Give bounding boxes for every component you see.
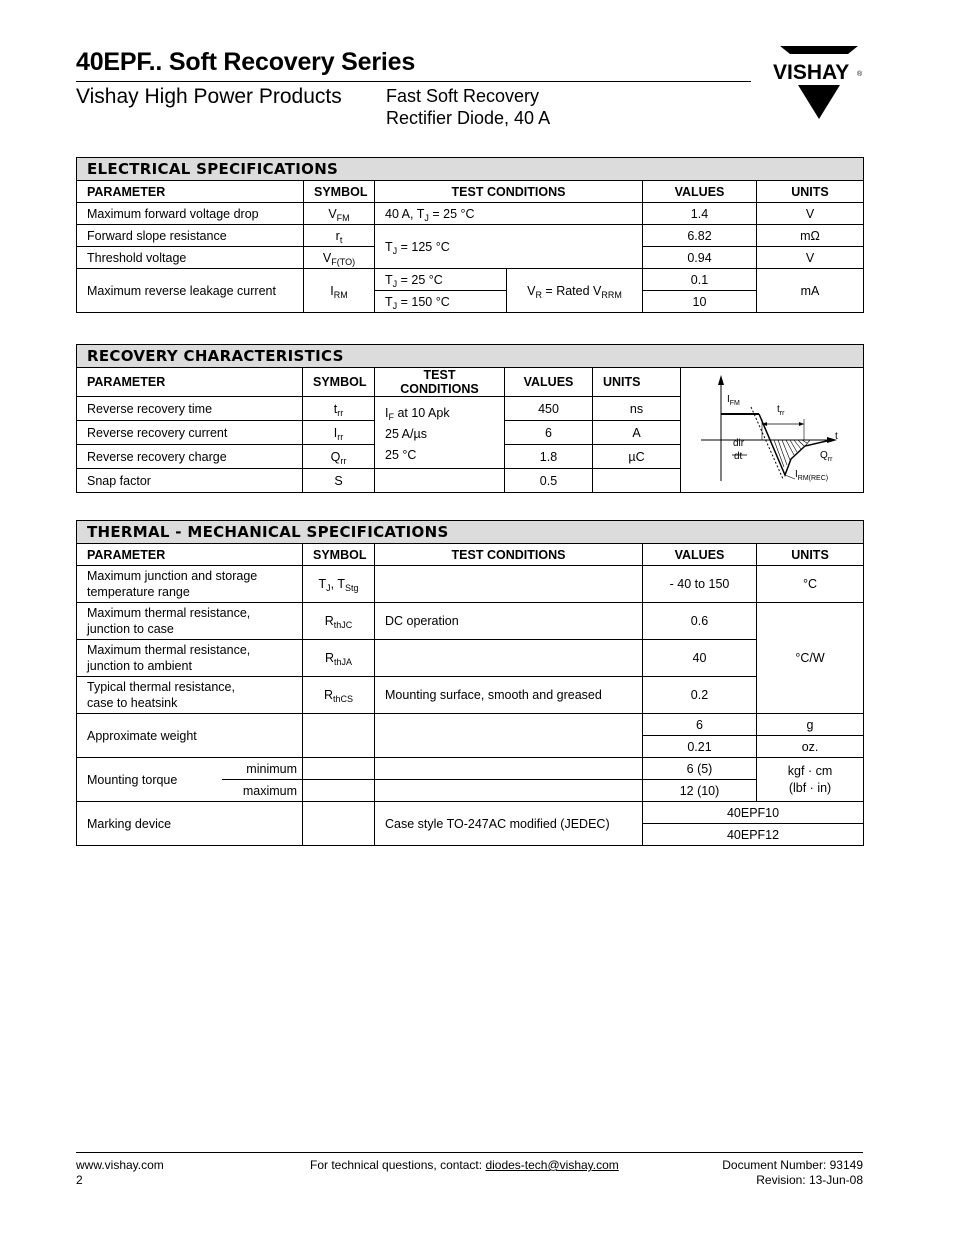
parameter-cell: Marking device [77, 802, 303, 846]
symbol-cell: $R_{thJA}$ [303, 640, 375, 677]
table-row [77, 758, 864, 780]
page-number: 2 [76, 1173, 83, 1187]
svg-text:®: ® [857, 71, 863, 78]
parameter-cell: Reverse recovery time [77, 397, 303, 421]
header-units: UNITS [593, 368, 681, 397]
recovery-waveform-diagram [681, 368, 864, 493]
symbol-cell [303, 758, 375, 780]
symbol-cell: $V_{F(TO)}$ [304, 247, 375, 269]
header-parameter: PARAMETER [77, 368, 303, 397]
value-cell: 6 (5) [643, 758, 757, 780]
header-units: UNITS [757, 181, 864, 203]
electrical-specifications-table [76, 157, 864, 313]
symbol-cell [303, 780, 375, 802]
contact-prefix: For technical questions, contact: [310, 1158, 486, 1172]
recovery-characteristics-table [76, 344, 864, 493]
parameter-cell: Threshold voltage [77, 247, 304, 269]
test-condition-cell: DC operation [375, 603, 643, 640]
unit-cell: A [593, 421, 681, 445]
contact-email-link[interactable]: diodes-tech@vishay.com [485, 1158, 619, 1172]
footer-left [76, 1158, 164, 1188]
test-condition-cell [375, 714, 643, 758]
unit-cell: mA [757, 269, 864, 313]
page-title: 40EPF.. Soft Recovery Series [76, 48, 416, 76]
footer-rule [76, 1152, 863, 1153]
test-condition-cell: Mounting surface, smooth and greased [375, 677, 643, 714]
header-symbol: SYMBOL [304, 181, 375, 203]
symbol-cell: $r_t$ [304, 225, 375, 247]
value-cell: 0.21 [643, 736, 757, 758]
torque-min-label: minimum [222, 758, 303, 780]
value-cell: 0.1 [643, 269, 757, 291]
header-parameter: PARAMETER [77, 544, 303, 566]
ifm-label: $I_{FM}$ [727, 394, 740, 407]
parameter-cell: Maximum thermal resistance, junction to ambient [77, 640, 303, 677]
test-condition-cell: Case style TO-247AC modified (JEDEC) [375, 802, 643, 846]
dir-label: dir [733, 438, 745, 449]
symbol-cell: $T_J$, $T_{Stg}$ [303, 566, 375, 603]
header-test-conditions: TEST CONDITIONS [375, 544, 643, 566]
parameter-cell: Maximum thermal resistance, junction to case [77, 603, 303, 640]
parameter-cell: Reverse recovery current [77, 421, 303, 445]
time-axis-label: t [835, 431, 838, 442]
parameter-cell: Maximum reverse leakage current [77, 269, 304, 313]
unit-cell [593, 469, 681, 493]
value-cell: - 40 to 150 [643, 566, 757, 603]
section-title: THERMAL - MECHANICAL SPECIFICATIONS [77, 521, 864, 544]
value-cell: 1.4 [643, 203, 757, 225]
header-symbol: SYMBOL [303, 368, 375, 397]
unit-cell: µC [593, 445, 681, 469]
trr-label: $t_{rr}$ [777, 404, 785, 417]
table-row [77, 203, 864, 225]
test-condition-cell: $T_J = 125$ °C [375, 225, 643, 269]
test-condition-cell [375, 566, 643, 603]
value-cell: 12 (10) [643, 780, 757, 802]
unit-cell: V [757, 247, 864, 269]
table-row [77, 225, 864, 247]
qrr-label: $Q_{rr}$ [820, 450, 833, 463]
parameter-cell: Snap factor [77, 469, 303, 493]
header-values: VALUES [643, 544, 757, 566]
unit-cell: mΩ [757, 225, 864, 247]
table-row [77, 677, 864, 714]
unit-cell: oz. [757, 736, 864, 758]
unit-cell: ns [593, 397, 681, 421]
table-row [77, 566, 864, 603]
company-subtitle: Vishay High Power Products [76, 85, 342, 108]
dt-label: dt [734, 451, 743, 462]
symbol-cell: $Q_{rr}$ [303, 445, 375, 469]
header-units: UNITS [757, 544, 864, 566]
header-test-conditions: TEST CONDITIONS [375, 368, 505, 397]
unit-cell: °C/W [757, 603, 864, 714]
header-parameter: PARAMETER [77, 181, 304, 203]
document-number: Document Number: 93149 [722, 1158, 863, 1172]
value-cell: 0.94 [643, 247, 757, 269]
section-title: RECOVERY CHARACTERISTICS [77, 345, 864, 368]
parameter-cell: Reverse recovery charge [77, 445, 303, 469]
symbol-cell [303, 802, 375, 846]
symbol-cell: $R_{thJC}$ [303, 603, 375, 640]
test-condition-cell: $I_F$ at 10 Apk 25 A/µs 25 °C [375, 397, 505, 469]
value-cell: 40EPF12 [643, 824, 864, 846]
revision-date: Revision: 13-Jun-08 [756, 1173, 863, 1187]
value-cell: 10 [643, 291, 757, 313]
test-condition-cell [375, 640, 643, 677]
unit-cell: kgf · cm (lbf · in) [757, 758, 864, 802]
symbol-cell: $V_{FM}$ [304, 203, 375, 225]
test-condition-cell [375, 780, 643, 802]
value-cell: 1.8 [505, 445, 593, 469]
value-cell: 0.6 [643, 603, 757, 640]
symbol-cell: $I_{rr}$ [303, 421, 375, 445]
test-condition-cell [375, 469, 505, 493]
website-link[interactable]: www.vishay.com [76, 1158, 164, 1172]
test-condition-cell: 40 A, $T_J = 25$ °C [375, 203, 643, 225]
product-line-1: Fast Soft Recovery [386, 86, 540, 106]
symbol-cell: S [303, 469, 375, 493]
value-cell: 6 [505, 421, 593, 445]
header-symbol: SYMBOL [303, 544, 375, 566]
header-values: VALUES [643, 181, 757, 203]
logo-text: VISHAY [773, 61, 850, 84]
symbol-cell [303, 714, 375, 758]
thermal-mechanical-table [76, 520, 864, 846]
test-condition-cell: $T_J = 150$ °C [375, 291, 507, 313]
test-condition-cell: $V_R$ = Rated $V_{RRM}$ [507, 269, 643, 313]
parameter-cell: Typical thermal resistance, case to heatsink [77, 677, 303, 714]
symbol-cell: $R_{thCS}$ [303, 677, 375, 714]
test-condition-cell: $T_J = 25$ °C [375, 269, 507, 291]
unit-cell: g [757, 714, 864, 736]
header-test-conditions: TEST CONDITIONS [375, 181, 643, 203]
product-line-2: Rectifier Diode, 40 A [386, 108, 551, 128]
parameter-cell: Mounting torque [77, 758, 222, 802]
value-cell: 6.82 [643, 225, 757, 247]
footer-right [722, 1158, 863, 1188]
table-row [77, 714, 864, 736]
product-description [386, 85, 550, 129]
symbol-cell: $I_{RM}$ [304, 269, 375, 313]
value-cell: 40EPF10 [643, 802, 864, 824]
unit-cell: V [757, 203, 864, 225]
table-row [77, 802, 864, 824]
irm-label: $I_{RM(REC)}$ [795, 469, 829, 482]
test-condition-cell [375, 758, 643, 780]
parameter-cell: Maximum junction and storage temperature range [77, 566, 303, 603]
table-row [77, 640, 864, 677]
header-values: VALUES [505, 368, 593, 397]
value-cell: 0.2 [643, 677, 757, 714]
title-rule [76, 81, 751, 82]
footer-contact [310, 1158, 619, 1173]
section-title: ELECTRICAL SPECIFICATIONS [77, 158, 864, 181]
vishay-logo [768, 42, 868, 122]
value-cell: 6 [643, 714, 757, 736]
symbol-cell: $t_{rr}$ [303, 397, 375, 421]
value-cell: 40 [643, 640, 757, 677]
torque-max-label: maximum [222, 780, 303, 802]
value-cell: 0.5 [505, 469, 593, 493]
unit-cell: °C [757, 566, 864, 603]
parameter-cell: Approximate weight [77, 714, 303, 758]
parameter-cell: Forward slope resistance [77, 225, 304, 247]
table-row [77, 603, 864, 640]
parameter-cell: Maximum forward voltage drop [77, 203, 304, 225]
value-cell: 450 [505, 397, 593, 421]
table-row [77, 269, 864, 291]
